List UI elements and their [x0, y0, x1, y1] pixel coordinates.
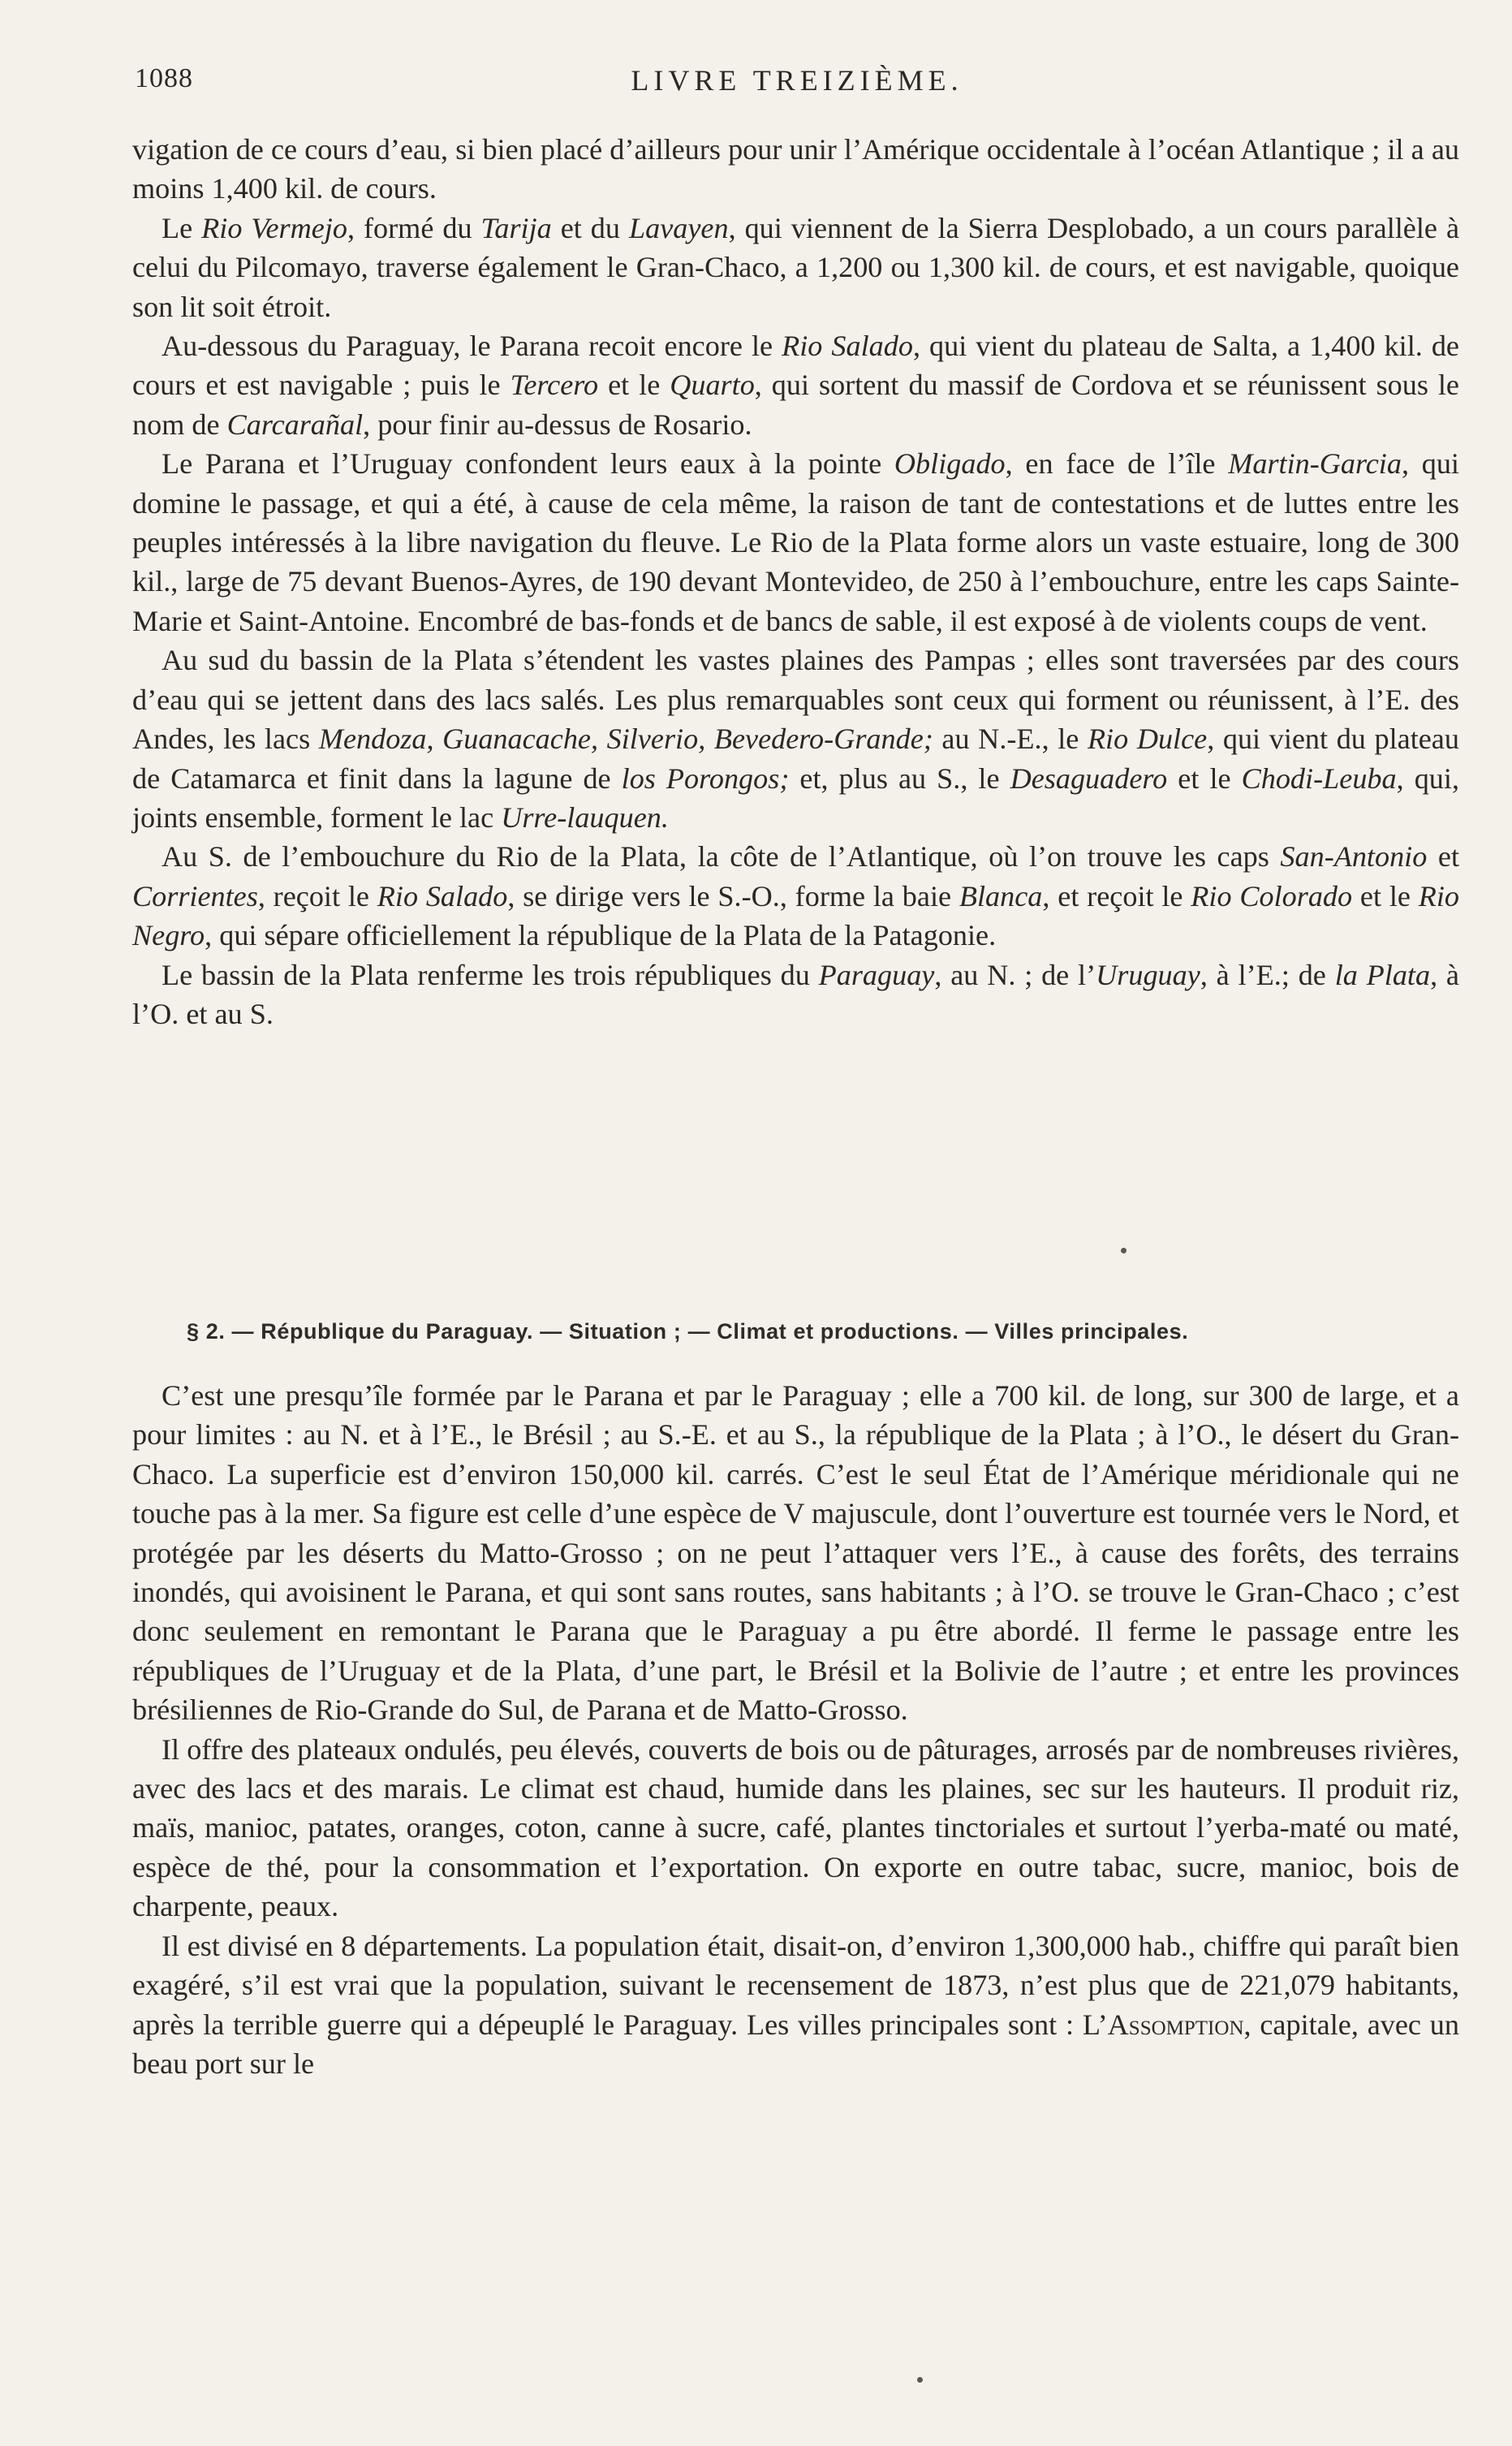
page-header — [135, 63, 1459, 112]
top-text-block — [132, 130, 1459, 1033]
paragraph-rio-de-la-plata: Le Parana et l’Uruguay confondent leurs eaux à la pointe Obligado, en face de l’île Martin-Garcia, qui domine le passage, et qui a été, à cause de cela même, la raison de tant de contestations et de luttes entre les peuples intéressés à la libre navigation du fleuve. Le Rio de la Plata forme alors un vaste estuaire, long de 300 kil., large de 75 devant Buenos-Ayres, de 190 devant Montevideo, de 250 à l’embouchure, entre les caps Sainte-Marie et Saint-Antoine. Encombré de bas-fonds et de bancs de sable, il est exposé à de violents coups de vent. — [132, 447, 1459, 637]
page-number: 1088 — [135, 63, 193, 93]
bottom-text-block — [132, 1376, 1459, 2083]
paragraph-continuation: vigation de ce cours d’eau, si bien placé d’ailleurs pour unir l’Amérique occidentale à l’océan Atlantique ; il a au moins 1,400 kil. de cours. — [132, 133, 1459, 205]
paragraph-pampas: Au sud du bassin de la Plata s’étendent les vastes plaines des Pampas ; elles sont traversées par des cours d’eau qui se jettent dans des lacs salés. Les plus remarquables sont ceux qui forment ou réunissent, à l’E. des Andes, les lacs Mendoza, Guanacache, Silverio, Bevedero-Grande; au N.-E., le Rio Dulce, qui vient du plateau de Catamarca et finit dans la lagune de los Porongos; et, plus au S., le Desaguadero et le Chodi-Leuba, qui, joints ensemble, forment le lac Urre-lauquen. — [132, 644, 1459, 834]
paragraph-paraguay-population: Il est divisé en 8 départements. La population était, disait-on, d’environ 1,300,000 hab., chiffre qui paraît bien exagéré, s’il est vrai que la population, suivant le recensement de 1873, n’est plus que de 221,079 habitants, après la terrible guerre qui a dépeuplé le Paraguay. Les villes principales sont : L’Assomption, capitale, avec un beau port sur le — [132, 1929, 1459, 2080]
print-speck — [917, 2377, 923, 2383]
paragraph-paraguay-situation: C’est une presqu’île formée par le Parana et par le Paraguay ; elle a 700 kil. de long, sur 300 de large, et a pour limites : au N. et à l’E., le Brésil ; au S.-E. et au S., la république de la Plata ; à l’O., le désert du Gran-Chaco. La superficie est d’environ 150,000 kil. carrés. C’est le seul État de l’Amérique méridionale qui ne touche pas à la mer. Sa figure est celle d’une espèce de V majuscule, dont l’ouverture est tournée vers le Nord, et protégée par les déserts du Matto-Grosso ; on ne peut l’attaquer vers l’E., à cause des forêts, des terrains inondés, qui avoisinent le Parana, et qui sont sans routes, sans habitants ; à l’O. se trouve le Gran-Chaco ; c’est donc seulement en remontant le Parana que le Paraguay a pu être abordé. Il ferme le passage entre les républiques de l’Uruguay et de la Plata, d’une part, le Brésil et la Bolivie de l’autre ; et entre les provinces brésiliennes de Rio-Grande do Sul, de Parana et de Matto-Grosso. — [132, 1379, 1459, 1727]
paragraph-paraguay-climate: Il offre des plateaux ondulés, peu élevés, couverts de bois ou de pâturages, arrosés par de nombreuses rivières, avec des lacs et des marais. Le climat est chaud, humide dans les plaines, sec sur les hauteurs. Il produit riz, maïs, manioc, patates, oranges, coton, canne à sucre, café, plantes tinctoriales et surtout l’yerba-maté ou maté, espèce de thé, pour la consommation et l’exportation. On exporte en outre tabac, sucre, manioc, bois de charpente, peaux. — [132, 1732, 1459, 1923]
paragraph-rio-vermejo: Le Rio Vermejo, formé du Tarija et du Lavayen, qui viennent de la Sierra Desplobado, a un cours parallèle à celui du Pilcomayo, traverse également le Gran-Chaco, a 1,200 ou 1,300 kil. de cours, et est navigable, quoique son lit soit étroit. — [132, 211, 1460, 323]
section-heading: § 2. — République du Paraguay. — Situation ; — Climat et productions. — Villes principales. — [187, 1319, 1189, 1344]
print-speck — [1121, 1248, 1126, 1253]
running-title: LIVRE TREIZIÈME. — [631, 64, 963, 97]
paragraph-atlantic-coast: Au S. de l’embouchure du Rio de la Plata, la côte de l’Atlantique, où l’on trouve les caps San-Antonio et Corrientes, reçoit le Rio Salado, se dirige vers le S.-O., forme la baie Blanca, et reçoit le Rio Colorado et le Rio Negro, qui sépare officiellement la république de la Plata de la Patagonie. — [132, 840, 1460, 952]
paragraph-three-republics: Le bassin de la Plata renferme les trois républiques du Paraguay, au N. ; de l’Uruguay, à l’E.; de la Plata, à l’O. et au S. — [132, 958, 1459, 1030]
paragraph-rio-salado: Au-dessous du Paraguay, le Parana recoit encore le Rio Salado, qui vient du plateau de Salta, a 1,400 kil. de cours et est navigable ; puis le Tercero et le Quarto, qui sortent du massif de Cordova et se réunissent sous le nom de Carcarañal, pour finir au-dessus de Rosario. — [132, 330, 1459, 441]
